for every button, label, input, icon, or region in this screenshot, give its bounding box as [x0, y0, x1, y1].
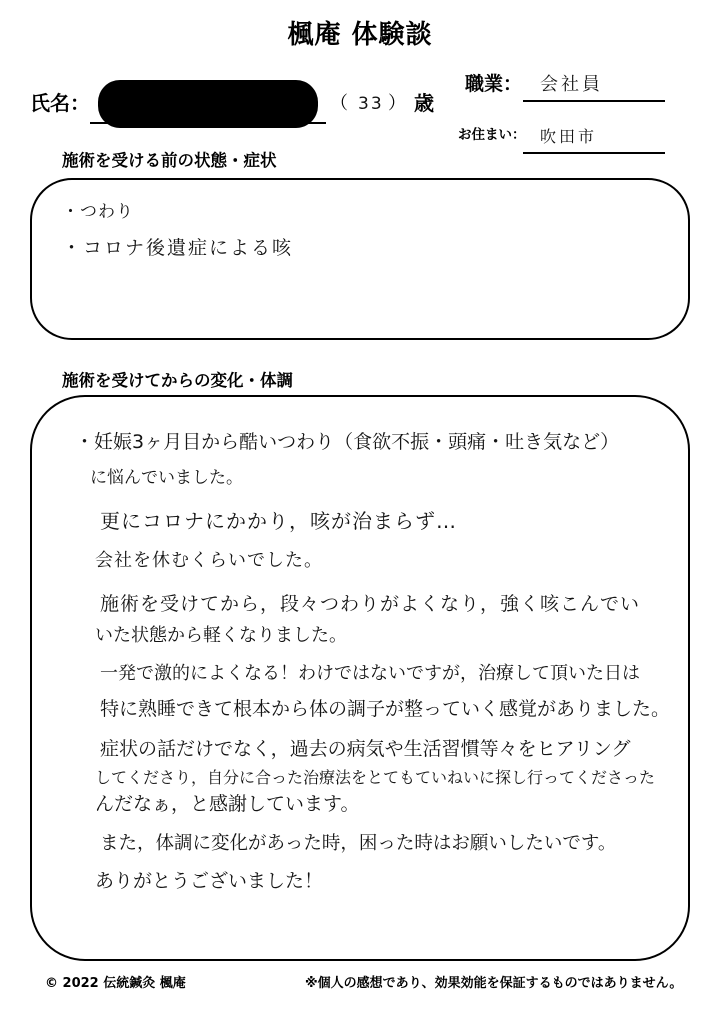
after-line: してくださり，自分に合った治療法をとてもていねいに探し行ってくださった: [95, 768, 656, 787]
footer-disclaimer: ※個人の感想であり、効果効能を保証するものではありません。: [305, 976, 683, 991]
before-heading: 施術を受ける前の状態・症状: [62, 151, 277, 170]
after-line: 症状の話だけでなく，過去の病気や生活習慣等々をヒアリング: [100, 738, 631, 760]
occupation-label: 職業：: [465, 73, 523, 95]
residence-label: お住まい：: [458, 127, 526, 143]
after-line: ありがとうございました！: [95, 870, 324, 892]
before-line: ・コロナ後遺症による咳: [62, 237, 294, 259]
after-line: 会社を休むくらいでした。: [95, 550, 323, 571]
after-line: 特に熟睡できて根本から体の調子が整っていく感覚がありました。: [100, 698, 671, 720]
after-line: 更にコロナにかかり，咳が治まらず…: [100, 509, 457, 533]
age-open-paren: （: [330, 93, 348, 114]
after-heading: 施術を受けてからの変化・体調: [62, 371, 293, 390]
after-line: に悩んでいました。: [90, 468, 243, 488]
after-line: 一発で激的によくなる！わけではないですが，治療して頂いた日は: [100, 663, 640, 684]
name-redaction: [98, 80, 318, 128]
age-value: 33: [358, 94, 384, 114]
after-line: んだなぁ，と感謝しています。: [95, 793, 360, 815]
age-unit: 歳: [414, 91, 434, 115]
after-line: ・妊娠3ヶ月目から酷いつわり（食欲不振・頭痛・吐き気など）: [75, 431, 620, 453]
after-line: いた状態から軽くなりました。: [95, 625, 347, 646]
page-title: 楓庵 体験談: [287, 20, 433, 50]
age-close-paren: ）: [388, 93, 406, 114]
name-label: 氏名：: [30, 91, 90, 115]
before-line: ・つわり: [62, 202, 134, 222]
residence-value: 吹田市: [540, 127, 598, 146]
residence-underline: [523, 152, 665, 154]
occupation-underline: [523, 100, 665, 102]
after-line: また，体調に変化があった時，困った時はお願いしたいです。: [100, 833, 617, 854]
occupation-value: 会社員: [540, 74, 603, 95]
footer-copyright: © 2022 伝統鍼灸 楓庵: [45, 976, 186, 991]
after-line: 施術を受けてから，段々つわりがよくなり，強く咳こんでい: [100, 593, 641, 615]
